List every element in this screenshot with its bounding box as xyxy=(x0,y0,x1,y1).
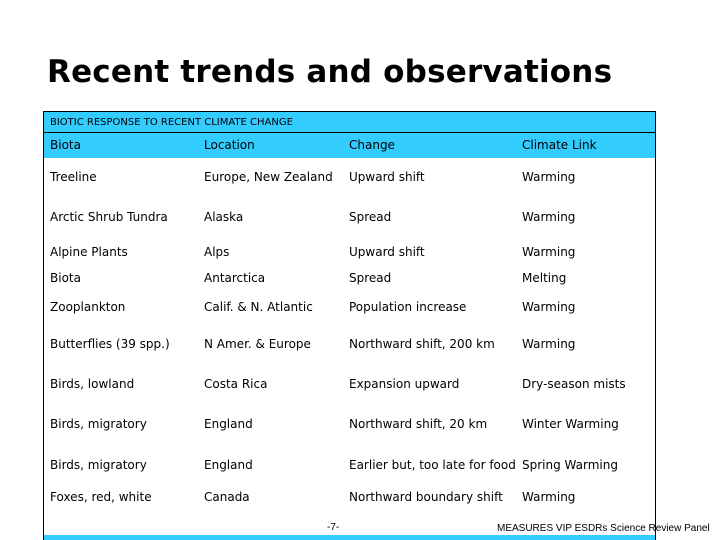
table-cell-location: Costa Rica xyxy=(204,377,268,391)
table-cell-biota: Butterflies (39 spp.) xyxy=(50,337,170,351)
table-cell-location: Europe, New Zealand xyxy=(204,169,333,184)
table-cell-biota: Alpine Plants xyxy=(50,244,128,259)
column-header-biota: Biota xyxy=(50,138,81,152)
climate-response-table xyxy=(43,111,656,540)
footer-text: MEASURES VIP ESDRs Science Review Panel xyxy=(497,523,710,534)
table-footer-bar xyxy=(44,535,655,540)
table-cell-location: England xyxy=(204,457,253,472)
table-cell-change: Expansion upward xyxy=(349,377,460,391)
table-cell-climate-link: Melting xyxy=(522,271,567,285)
table-cell-biota: Biota xyxy=(50,271,81,285)
column-header-change: Change xyxy=(349,138,395,152)
table-cell-location: Antarctica xyxy=(204,271,266,285)
table-cell-location: Alaska xyxy=(204,209,244,224)
table-cell-change: Spread xyxy=(349,209,392,224)
table-cell-biota: Birds, migratory xyxy=(50,417,147,431)
page-number: -7- xyxy=(327,522,340,533)
table-cell-climate-link: Spring Warming xyxy=(522,457,618,472)
table-cell-change: Northward shift, 200 km xyxy=(349,337,495,351)
table-cell-climate-link: Winter Warming xyxy=(522,417,619,431)
table-cell-biota: Zooplankton xyxy=(50,300,126,314)
column-header-location: Location xyxy=(204,138,255,152)
table-cell-biota: Birds, lowland xyxy=(50,377,135,391)
table-cell-location: Alps xyxy=(204,244,230,259)
table-cell-biota: Foxes, red, white xyxy=(50,490,152,504)
table-cell-biota: Treeline xyxy=(50,169,97,184)
table-cell-biota: Arctic Shrub Tundra xyxy=(50,209,168,224)
table-cell-climate-link: Warming xyxy=(522,209,576,224)
table-cell-change: Northward shift, 20 km xyxy=(349,417,488,431)
table-cell-location: Calif. & N. Atlantic xyxy=(204,300,313,314)
table-cell-location: England xyxy=(204,417,253,431)
table-cell-change: Earlier but, too late for food xyxy=(349,457,516,472)
table-cell-change: Spread xyxy=(349,271,392,285)
table-cell-location: Canada xyxy=(204,490,250,504)
table-header-row xyxy=(44,133,655,158)
table-cell-change: Upward shift xyxy=(349,169,425,184)
slide-title: Recent trends and observations xyxy=(47,54,613,90)
table-cell-biota: Birds, migratory xyxy=(50,457,147,472)
table-cell-climate-link: Warming xyxy=(522,169,576,184)
table-caption: BIOTIC RESPONSE TO RECENT CLIMATE CHANGE xyxy=(44,111,655,133)
table-cell-climate-link: Warming xyxy=(522,490,576,504)
table-cell-change: Northward boundary shift xyxy=(349,490,503,504)
table-cell-change: Population increase xyxy=(349,300,467,314)
column-header-climate-link: Climate Link xyxy=(522,138,597,152)
table-cell-change: Upward shift xyxy=(349,244,425,259)
table-cell-climate-link: Warming xyxy=(522,244,576,259)
table-cell-location: N Amer. & Europe xyxy=(204,337,311,351)
table-cell-climate-link: Warming xyxy=(522,337,576,351)
table-cell-climate-link: Warming xyxy=(522,300,576,314)
table-cell-climate-link: Dry-season mists xyxy=(522,377,626,391)
